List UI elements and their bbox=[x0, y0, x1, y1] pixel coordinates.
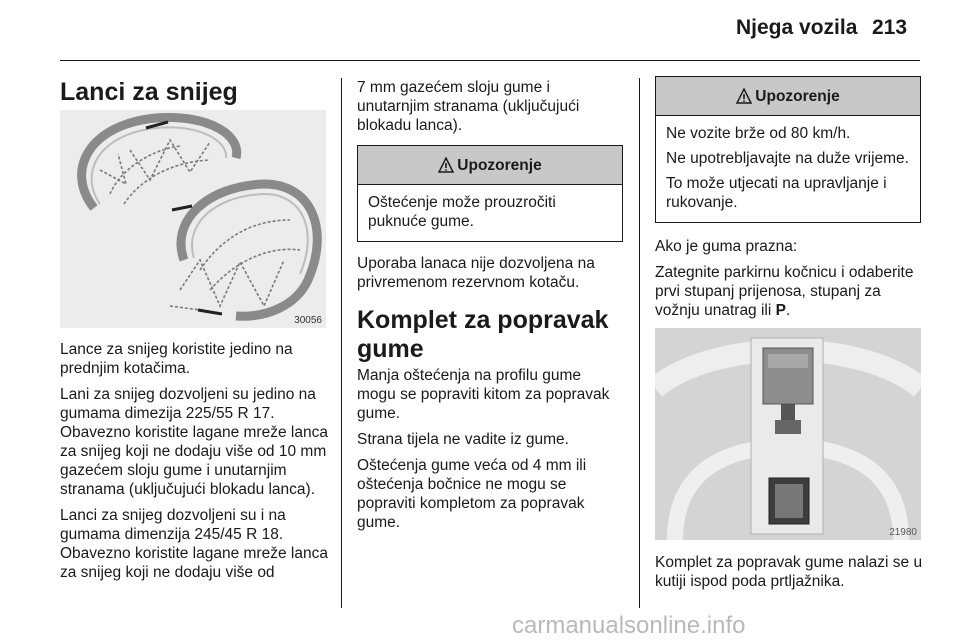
caption-text: Komplet za popravak gume nalazi se u kutiji ispod poda prtljažnika. bbox=[655, 554, 923, 590]
snow-chains-figure bbox=[60, 110, 326, 328]
column-divider-1 bbox=[341, 78, 342, 608]
tire-repair-kit-figure bbox=[655, 328, 921, 540]
figure-label: 21980 bbox=[889, 527, 917, 538]
warning-text: Oštećenje može prouzročiti puknuće gume. bbox=[368, 194, 556, 230]
paragraph bbox=[655, 263, 921, 320]
paragraph: Lanci za snijeg dozvoljeni su i na gumama dimenzija 245/45 R 18. Obavezno koristite lagane mreže lanca za snijeg koji ne dodaju više od bbox=[60, 507, 328, 581]
gear-p-label: P bbox=[775, 302, 786, 319]
section-heading-repair-kit: Komplet za popravak gume bbox=[357, 306, 609, 363]
warning-body bbox=[358, 185, 622, 241]
warning-title: Upozorenje bbox=[457, 156, 542, 174]
paragraph: Ako je guma prazna: bbox=[655, 238, 798, 255]
figure-caption bbox=[655, 553, 923, 598]
page-number: 213 bbox=[872, 16, 908, 39]
warning-icon bbox=[438, 157, 454, 173]
warning-header bbox=[358, 146, 622, 185]
figure-label: 30056 bbox=[294, 315, 322, 326]
paragraph-text: Zategnite parkirnu kočnicu i odaberite prvi stupanj prijenosa, stupanj za vožnju unatrag ili bbox=[655, 264, 914, 319]
paragraph: Oštećenja gume veća od 4 mm ili oštećenja bočnice ne mogu se popraviti kompletom za popravak gume. bbox=[357, 457, 587, 531]
warning-line: Ne vozite brže od 80 km/h. bbox=[666, 125, 851, 142]
running-header-title: Njega vozila bbox=[736, 16, 858, 39]
paragraph-end: . bbox=[785, 302, 791, 319]
warning-icon bbox=[736, 88, 752, 104]
warning-body bbox=[656, 116, 920, 222]
warning-header bbox=[656, 77, 920, 116]
warning-line: Ne upotrebljavajte na duže vrijeme. bbox=[666, 150, 909, 167]
paragraph: Lani za snijeg dozvoljeni su jedino na gumama dimezija 225/55 R 17. Obavezno koristite lagane mreže lanca za snijeg koji ne dodaju više od 10 mm gazećem sloju gume i unutarnjim stranama (uključujući blokadu lanca). bbox=[60, 386, 328, 498]
warning-box bbox=[655, 76, 921, 223]
column-3 bbox=[655, 76, 921, 327]
column-1 bbox=[60, 78, 328, 107]
paragraph: 7 mm gazećem sloju gume i unutarnjim stranama (uključujući blokadu lanca). bbox=[357, 79, 580, 134]
paragraph: Uporaba lanaca nije dozvoljena na privremenom rezervnom kotaču. bbox=[357, 255, 595, 291]
section-heading-snow-chains: Lanci za snijeg bbox=[60, 78, 238, 106]
paragraph: Manja oštećenja na profilu gume mogu se popraviti kitom za popravak gume. bbox=[357, 367, 610, 422]
watermark: carmanualsonline.info bbox=[512, 612, 746, 639]
column-1-text bbox=[60, 340, 328, 589]
warning-title: Upozorenje bbox=[755, 87, 840, 105]
warning-box bbox=[357, 145, 623, 242]
warning-line: To može utjecati na upravljanje i rukovanje. bbox=[666, 175, 887, 211]
header-rule bbox=[60, 60, 920, 61]
column-divider-2 bbox=[639, 78, 640, 608]
paragraph: Strana tijela ne vadite iz gume. bbox=[357, 431, 569, 448]
paragraph: Lance za snijeg koristite jedino na prednjim kotačima. bbox=[60, 341, 293, 377]
column-2 bbox=[357, 78, 623, 539]
